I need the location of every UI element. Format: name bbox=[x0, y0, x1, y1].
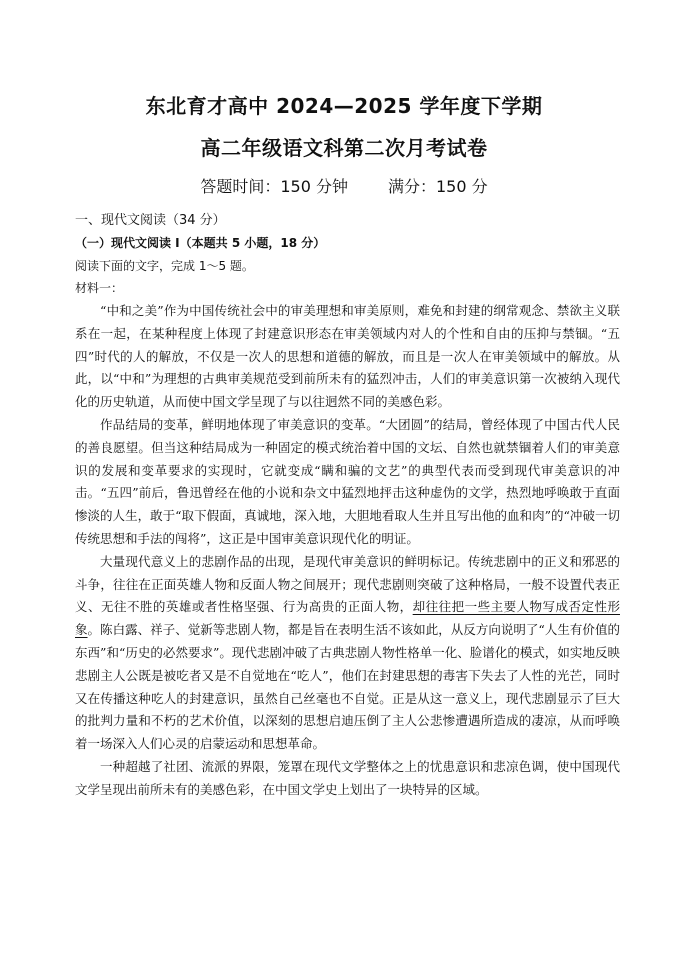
underlined-sentence: 却往往把一些主要人物写成否定性形象 bbox=[75, 599, 620, 638]
reading-instruction: 阅读下面的文字，完成 1～5 题。 bbox=[75, 259, 254, 273]
paragraph-3-text-end: 。陈白露、祥子、觉新等悲剧人物，都是旨在表明生活不该如此，从反方向说明了“人生有价值的东西”和“历史的必然要求”。现代悲剧冲破了古典悲剧人物性格单一化、脸谱化的模式，如实地反映悲剧主人公既是被吃者又是不自觉地在“吃人”，他们在封建思想的毒害下失去了人性的光芒，同时又在传播这种吃人的封建意识，虽然自己丝毫也不自觉。正是从这一意义上，现代悲剧显示了巨大的批判力量和不朽的艺术价值，以深刻的思想启迪压倒了主人公悲惨遭遇所造成的凄凉，从而呼唤着一场深入人们心灵的启蒙运动和思想革命。 bbox=[75, 622, 620, 752]
passage-paragraph-2: 作品结局的变革，鲜明地体现了审美意识的变革。“大团圆”的结局，曾经体现了中国古代人民的善良愿望。但当这种结局成为一种固定的模式统治着中国的文坛、自然也就禁锢着人们的审美意识的发展和变革要求的实现时，它就变成“瞒和骗的文艺”的典型代表而受到现代审美意识的冲击。“五四”前后，鲁迅曾经在他的小说和杂文中猛烈地抨击这种虚伪的文学，热烈地呼唤敢于直面惨淡的人生，敢于“取下假面，真诚地，深入地，大胆地看取人生并且写出他的血和肉”的“冲破一切传统思想和手法的闯将”，这正是中国审美意识现代化的明证。 bbox=[75, 416, 620, 546]
score-label: 满分：150 分 bbox=[388, 177, 488, 196]
reading-passage bbox=[75, 300, 620, 802]
material-label: 材料一： bbox=[75, 281, 124, 295]
section-heading: 一、现代文阅读（34 分） bbox=[75, 213, 226, 228]
exam-title-line1: 东北育才高中 2024—2025 学年度下学期 bbox=[145, 94, 543, 118]
passage-paragraph-1: “中和之美”作为中国传统社会中的审美理想和审美原则，难免和封建的纲常观念、禁欲主义联系在一起，在某种程度上体现了封建意识形态在审美领域内对人的个性和自由的压抑与禁锢。“五四”时代的人的解放，不仅是一次人的思想和道德的解放，而且是一次人在审美领域中的解放。从此，以“中和”为理想的古典审美规范受到前所未有的猛烈冲击，人们的审美意识第一次被纳入现代化的历史轨道，从而使中国文学呈现了与以往迥然不同的美感色彩。 bbox=[75, 303, 620, 410]
time-label: 答题时间：150 分钟 bbox=[200, 177, 348, 196]
passage-paragraph-4: 一种超越了社团、流派的界限，笼罩在现代文学整体之上的忧患意识和悲凉色调，使中国现代文学呈现出前所未有的美感色彩，在中国文学史上划出了一块特异的区域。 bbox=[75, 758, 620, 797]
subsection-heading: （一）现代文阅读 I（本题共 5 小题，18 分） bbox=[75, 236, 326, 250]
paragraph-3-text-start: 大量现代意义上的悲剧作品的出现，是现代审美意识的鲜明标记。传统悲剧中的正义和邪恶的斗争，往往在正面英雄人物和反面人物之间展开；现代悲剧则突破了这种格局，一般不设置代表正义、无往不胜的英雄或者性格坚强、行为高贵的正面人物， bbox=[75, 553, 620, 615]
exam-title-line2: 高二年级语文科第二次月考试卷 bbox=[200, 136, 488, 160]
passage-paragraph-3 bbox=[75, 551, 620, 756]
exam-meta bbox=[0, 176, 688, 198]
